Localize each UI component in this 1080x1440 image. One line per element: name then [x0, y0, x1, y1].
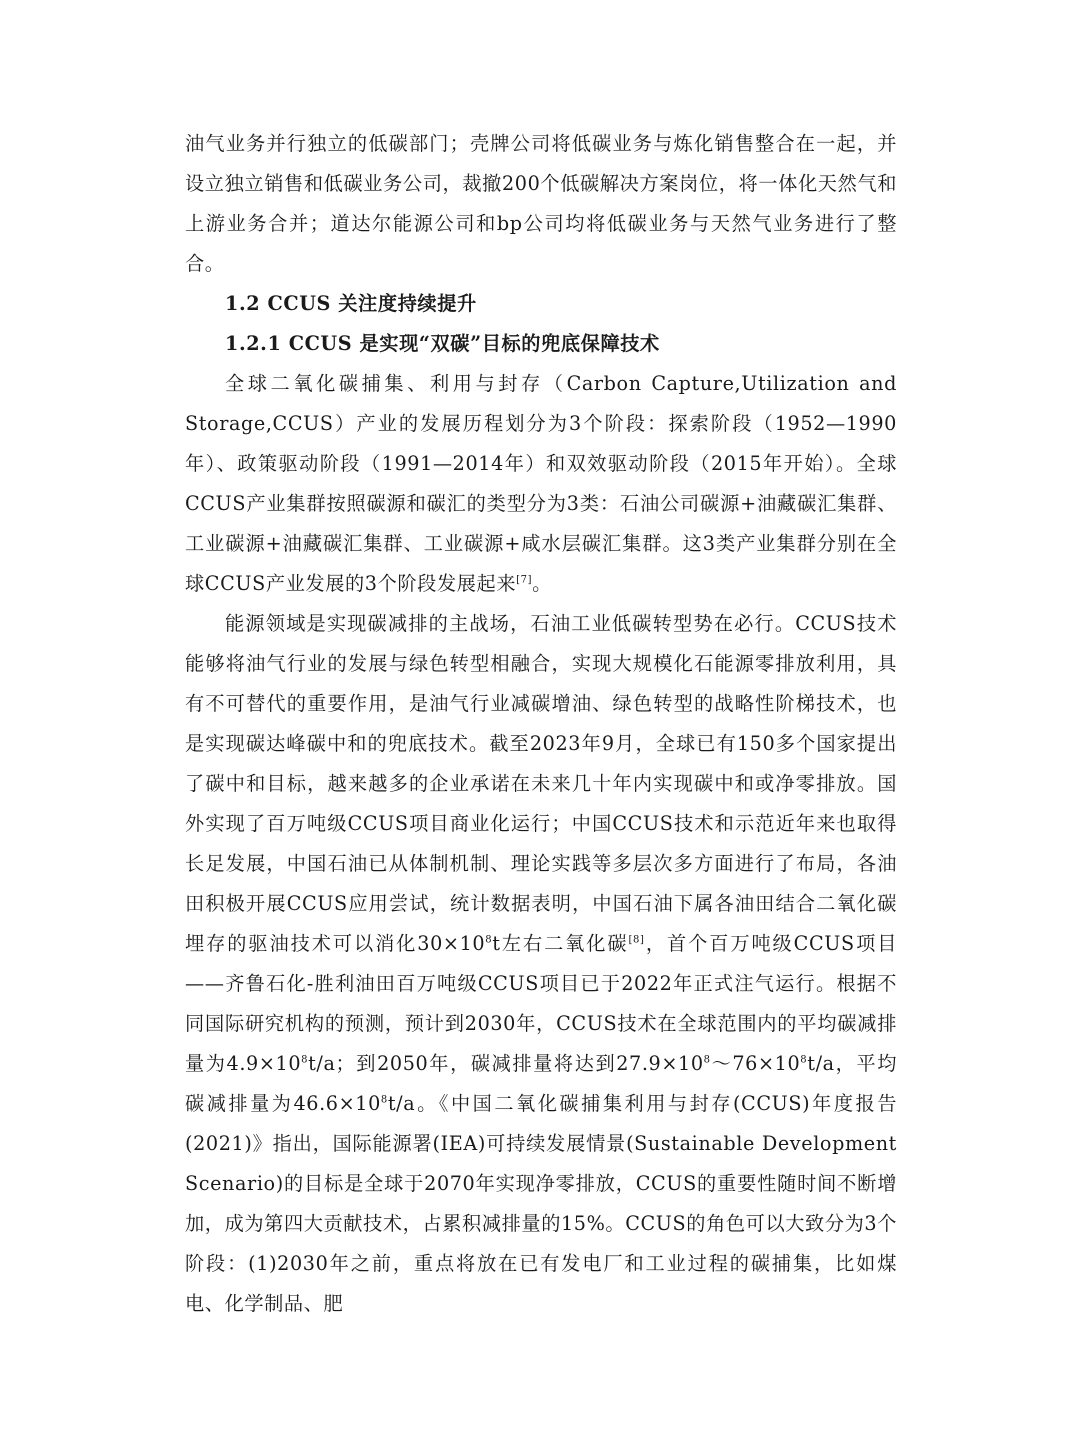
paragraph-ccus-history — [185, 364, 897, 604]
paragraph-text: t/a。《中国二氧化碳捕集利用与封存(CCUS)年度报告(2021)》指出，国际能源署(IEA)可持续发展情景(Sustainable Development Scenario)的目标是全球于2070年实现净零排放，CCUS的重要性随时间不断增加，成为第四大贡献技术，占累积减排量的15%。CCUS的角色可以大致分为3个阶段：(1)2030年之前，重点将放在已有发电厂和工业过程的碳捕集，比如煤电、化学制品、肥 — [185, 1092, 897, 1315]
paragraph-energy-sector — [185, 604, 897, 1324]
citation-ref-8: [8] — [628, 934, 645, 946]
superscript-exponent: 8 — [380, 1094, 388, 1106]
superscript-exponent: 8 — [485, 934, 493, 946]
citation-ref-7: [7] — [516, 574, 533, 586]
document-page — [185, 124, 897, 1324]
paragraph-end: 。 — [532, 572, 552, 595]
paragraph-text: ～76×10 — [710, 1052, 801, 1075]
superscript-exponent: 8 — [800, 1054, 808, 1066]
paragraph-text: ，首个百万吨级CCUS项目——齐鲁石化-胜利油田百万吨级CCUS项目已于2022年正式注气运行。根据不同国际研究机构的预测，预计到2030年，CCUS技术在全球范围内的平均碳减排量为4.9×10 — [185, 932, 897, 1075]
paragraph-text: t/a，平均碳减排量为46.6×10 — [185, 1052, 897, 1115]
section-heading-1-2-1: 1.2.1 CCUS 是实现“双碳”目标的兜底保障技术 — [225, 332, 660, 355]
paragraph-low-carbon-departments: 油气业务并行独立的低碳部门；壳牌公司将低碳业务与炼化销售整合在一起，并设立独立销售和低碳业务公司，裁撤200个低碳解决方案岗位，将一体化天然气和上游业务合并；道达尔能源公司和bp公司均将低碳业务与天然气业务进行了整合。 — [185, 132, 897, 275]
superscript-exponent: 8 — [301, 1054, 309, 1066]
paragraph-text: t左右二氧化碳 — [492, 932, 629, 955]
superscript-exponent: 8 — [703, 1054, 711, 1066]
paragraph-text: 能源领域是实现碳减排的主战场，石油工业低碳转型势在必行。CCUS技术能够将油气行业的发展与绿色转型相融合，实现大规模化石能源零排放利用，具有不可替代的重要作用，是油气行业减碳增油、绿色转型的战略性阶梯技术，也是实现碳达峰碳中和的兜底技术。截至2023年9月，全球已有150多个国家提出了碳中和目标，越来越多的企业承诺在未来几十年内实现碳中和或净零排放。国外实现了百万吨级CCUS项目商业化运行；中国CCUS技术和示范近年来也取得长足发展，中国石油已从体制机制、理论实践等多层次多方面进行了布局，各油田积极开展CCUS应用尝试，统计数据表明，中国石油下属各油田结合二氧化碳埋存的驱油技术可以消化30×10 — [185, 612, 897, 955]
section-heading-1-2: 1.2 CCUS 关注度持续提升 — [225, 292, 477, 315]
paragraph-text: 全球二氧化碳捕集、利用与封存（Carbon Capture,Utilization and Storage,CCUS）产业的发展历程划分为3个阶段：探索阶段（1952—1990年）、政策驱动阶段（1991—2014年）和双效驱动阶段（2015年开始）。全球CCUS产业集群按照碳源和碳汇的类型分为3类：石油公司碳源+油藏碳汇集群、工业碳源+油藏碳汇集群、工业碳源+咸水层碳汇集群。这3类产业集群分别在全球CCUS产业发展的3个阶段发展起来 — [185, 372, 897, 595]
paragraph-text: t/a；到2050年，碳减排量将达到27.9×10 — [308, 1052, 704, 1075]
